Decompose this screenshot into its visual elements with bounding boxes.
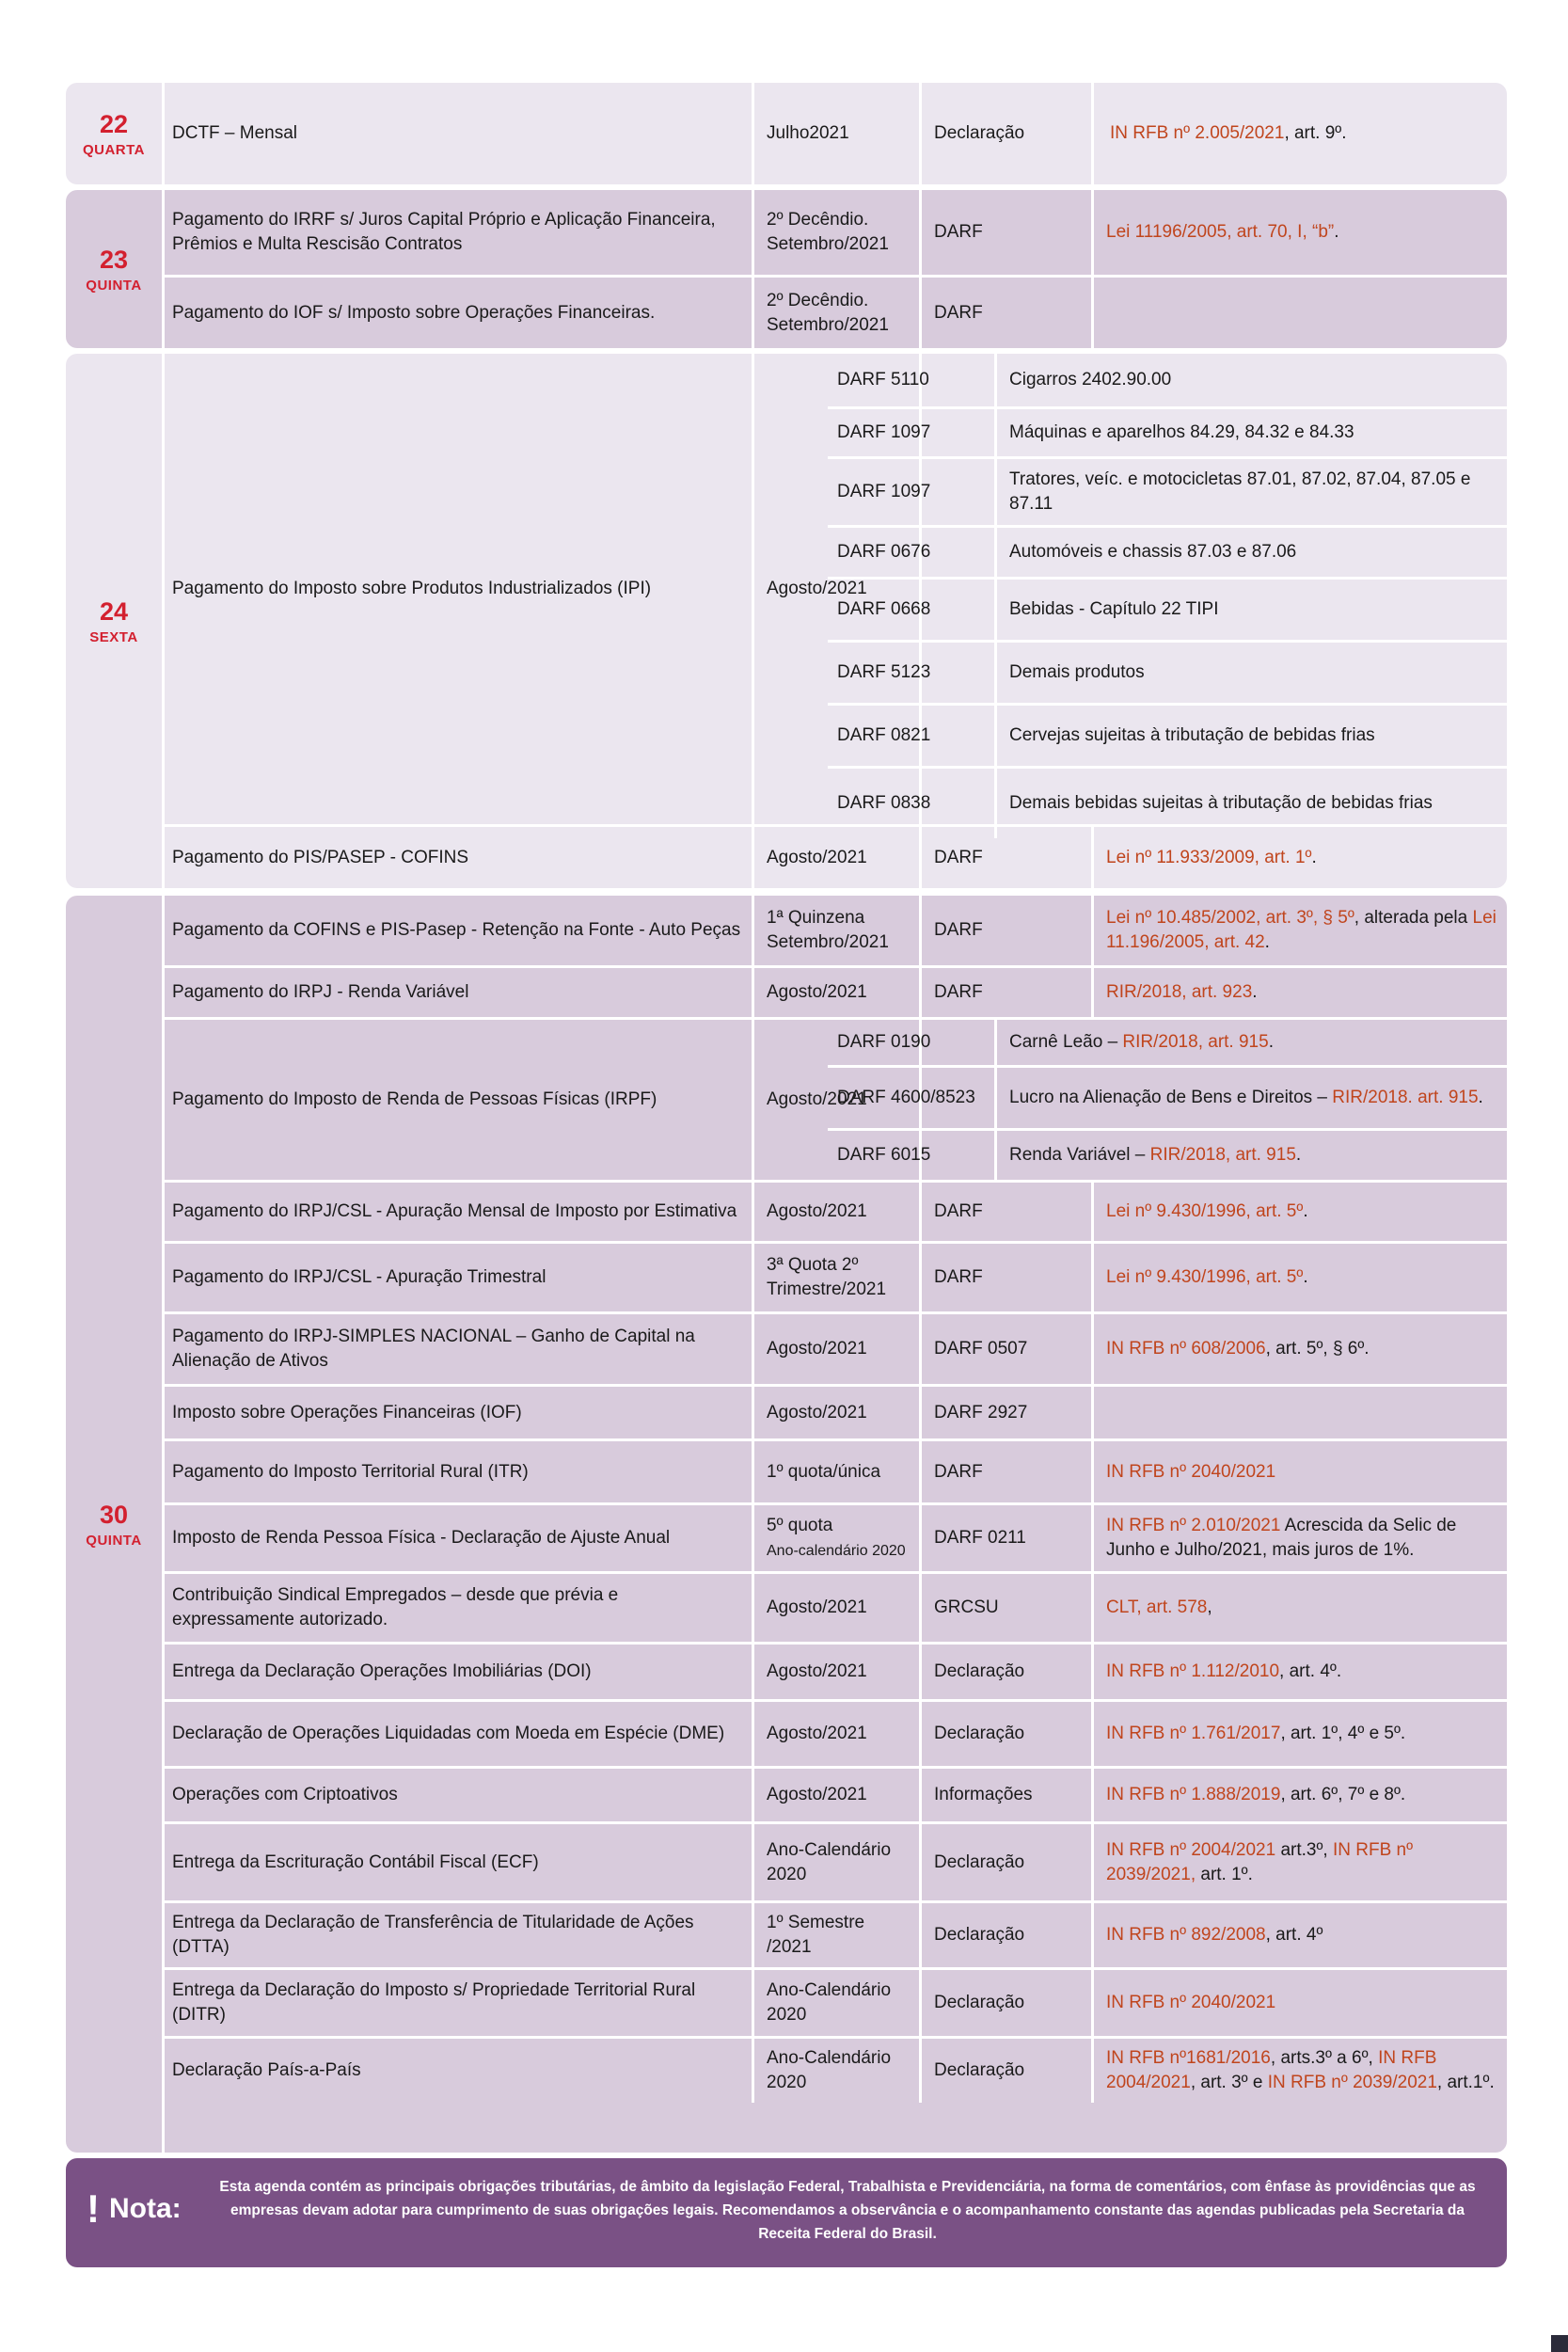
obligation-doc: DARF 0507 (925, 1314, 1094, 1384)
legal-tail: . (1334, 222, 1339, 242)
obligation-doc: DARF (925, 1183, 1094, 1241)
legal-link: RIR/2018. art. 915 (1332, 1088, 1479, 1107)
ipi-subrow (828, 580, 1507, 643)
obligation-period (757, 2039, 922, 2103)
obligation-desc: Operações com Criptoativos (163, 1769, 754, 1821)
legal-mid: , art. 3º e (1190, 2073, 1268, 2092)
table-row (163, 1505, 1507, 1574)
irpf-subrow (828, 1131, 1507, 1180)
legal-link: Lei nº 10.485/2002, art. 3º, § 5º (1106, 908, 1354, 928)
table-row (163, 278, 1507, 348)
product-desc: Bebidas - Capítulo 22 TIPI (1009, 599, 1219, 619)
obligation-desc: Pagamento do IRPJ/CSL - Apuração Trimestral (163, 1244, 754, 1311)
legal-tail: , art. 4º (1265, 1925, 1323, 1945)
legal-link: IN RFB nº 892/2008 (1106, 1925, 1266, 1945)
legal-link: IN RFB nº 2040/2021 (1106, 1461, 1276, 1482)
legal-prefix: Renda Variável – (1009, 1145, 1150, 1165)
obligation-doc: DARF 2927 (925, 1387, 1094, 1438)
obligation-period: Julho2021 (757, 83, 922, 184)
legal-tail: . (1252, 982, 1258, 1002)
day-weekday: QUARTA (82, 141, 146, 158)
obligation-period: 2º Decêndio. Setembro/2021 (757, 190, 922, 275)
obligation-doc: Declaração (925, 83, 1094, 184)
note-box (66, 2158, 1507, 2267)
table-row (163, 1441, 1507, 1505)
table-row (163, 968, 1507, 1020)
obligation-legal-ref (1097, 190, 1507, 275)
product-desc: Máquinas e aparelhos 84.29, 84.32 e 84.33 (1009, 422, 1354, 442)
obligation-doc: DARF (925, 827, 1094, 888)
legal-tail: . (1295, 1145, 1302, 1165)
obligation-period (757, 896, 922, 965)
day-number: 23 (99, 245, 129, 274)
obligation-legal-ref (1097, 1314, 1507, 1384)
day-block-22 (66, 83, 1507, 184)
darf-code: DARF 5110 (828, 354, 997, 406)
table-row (163, 1769, 1507, 1824)
day-label-24 (66, 354, 165, 888)
legal-tail: , art. 5º, § 6º. (1265, 1339, 1370, 1359)
product-desc: Tratores, veíc. e motocicletas 87.01, 87.02, 87.04, 87.05 e 87.11 (1009, 469, 1471, 514)
table-row (163, 190, 1507, 278)
obligation-period (757, 1505, 922, 1571)
obligation-desc: Entrega da Declaração do Imposto s/ Propriedade Territorial Rural (DITR) (163, 1970, 754, 2036)
obligation-period (757, 1441, 922, 1502)
legal-link: IN RFB nº 2039/2021, (1106, 1839, 1414, 1884)
day-label-30 (66, 896, 165, 2153)
obligation-legal-ref (1097, 1769, 1507, 1821)
legal-link: Lei 11196/2005, art. 70, I, “b” (1106, 222, 1335, 242)
legal-link: Lei nº 9.430/1996, art. 5º (1106, 1201, 1304, 1221)
obligation-period (757, 1702, 922, 1766)
obligation-legal-ref (1097, 1505, 1507, 1571)
darf-code: DARF 0676 (828, 528, 997, 577)
obligation-desc: Entrega da Declaração de Transferência de Titularidade de Ações (DTTA) (163, 1903, 754, 1967)
obligation-desc: Pagamento do PIS/PASEP - COFINS (163, 827, 754, 888)
legal-link: IN RFB nº 2.010/2021 (1106, 1516, 1281, 1535)
obligation-period (757, 1645, 922, 1699)
legal-prefix: Lucro na Alienação de Bens e Direitos – (1009, 1088, 1333, 1107)
obligation-desc: Imposto sobre Operações Financeiras (IOF) (163, 1387, 754, 1438)
obligation-period (757, 1824, 922, 1900)
obligation-legal-ref (1097, 1824, 1507, 1900)
obligation-legal-ref (1097, 1387, 1507, 1438)
table-row (163, 827, 1507, 888)
legal-tail: , art. 4º. (1279, 1661, 1342, 1681)
period-main: Agosto/2021 (767, 1201, 867, 1221)
product-desc: Demais produtos (1009, 662, 1145, 682)
obligation-legal-ref (1097, 2039, 1507, 2103)
darf-code: DARF 6015 (828, 1131, 997, 1180)
day-number: 30 (99, 1500, 129, 1529)
ipi-subrow (828, 354, 1507, 409)
legal-tail: . (1264, 932, 1270, 952)
obligation-legal-ref (1097, 1702, 1507, 1766)
legal-link: RIR/2018, art. 923 (1106, 982, 1253, 1002)
legal-mid: , arts.3º a 6º, (1270, 2048, 1379, 2068)
table-row (163, 1183, 1507, 1244)
legal-tail: Acrescida da Selic de Junho e Julho/2021, mais juros de 1%. (1106, 1516, 1457, 1560)
exclamation-icon: ! (87, 2186, 100, 2231)
obligation-desc: DCTF – Mensal (163, 83, 754, 184)
irpf-legal-ref (1000, 1131, 1507, 1180)
obligation-desc: Contribuição Sindical Empregados – desde que prévia e expressamente autorizado. (163, 1574, 754, 1642)
obligation-legal-ref (1097, 1970, 1507, 2036)
obligation-period (757, 968, 922, 1017)
table-row (163, 896, 1507, 968)
obligation-doc: DARF (925, 896, 1094, 965)
legal-link: IN RFB nº 1.888/2019 (1106, 1785, 1281, 1804)
legal-link: IN RFB nº 2039/2021 (1267, 2073, 1437, 2092)
legal-link: Lei nº 11.933/2009, art. 1º (1106, 847, 1312, 867)
obligation-period: 2º Decêndio. Setembro/2021 (757, 278, 922, 348)
product-desc: Automóveis e chassis 87.03 e 87.06 (1009, 542, 1297, 562)
obligation-legal-ref (1097, 1903, 1507, 1967)
legal-link: IN RFB nº 1.112/2010 (1106, 1661, 1280, 1681)
table-row (163, 1970, 1507, 2039)
darf-code: DARF 0821 (828, 706, 997, 766)
obligation-period (757, 1244, 922, 1311)
product-desc: Demais bebidas sujeitas à tributação de bebidas frias (1009, 793, 1433, 813)
obligation-doc: DARF (925, 190, 1094, 275)
legal-tail: , art.1º. (1436, 2073, 1495, 2092)
day-number: 22 (99, 109, 129, 138)
obligation-doc: DARF (925, 278, 1094, 348)
obligation-doc: DARF (925, 1244, 1094, 1311)
legal-tail: , (1207, 1597, 1212, 1617)
period-main: Agosto/2021 (767, 1339, 867, 1359)
legal-link: IN RFB nº 1.761/2017 (1106, 1724, 1281, 1743)
obligation-doc: DARF (925, 1441, 1094, 1502)
ipi-subrow (828, 528, 1507, 580)
obligation-desc: Imposto de Renda Pessoa Física - Declaração de Ajuste Anual (163, 1505, 754, 1571)
day-weekday: QUINTA (86, 1532, 142, 1549)
darf-code: DARF 0668 (828, 580, 997, 640)
note-label (87, 2186, 182, 2232)
obligation-legal-ref (1097, 968, 1507, 1017)
obligation-doc: DARF (925, 968, 1094, 1017)
obligation-doc: Declaração (925, 1970, 1094, 2036)
period-main: Agosto/2021 (767, 1724, 867, 1743)
legal-link: Lei nº 9.430/1996, art. 5º (1106, 1267, 1304, 1287)
irpf-legal-ref (1000, 1068, 1507, 1128)
table-row-irpf (163, 1020, 1507, 1183)
day-block-24 (66, 354, 1507, 888)
period-main: Agosto/2021 (767, 1661, 867, 1681)
table-row (163, 1314, 1507, 1387)
legal-mid: art.3º, (1275, 1839, 1333, 1860)
obligation-doc: Declaração (925, 1824, 1094, 1900)
irpf-subrow (828, 1068, 1507, 1131)
legal-tail: . (1311, 847, 1317, 867)
obligation-doc: Informações (925, 1769, 1094, 1821)
legal-tail: , art. 1º, 4º e 5º. (1280, 1724, 1406, 1743)
obligation-desc: Declaração de Operações Liquidadas com Moeda em Espécie (DME) (163, 1702, 754, 1766)
period-main: Ano-Calendário 2020 (767, 1980, 892, 2025)
ipi-subrow (828, 459, 1507, 528)
obligation-period: Agosto/2021 (757, 354, 922, 824)
table-row (163, 1824, 1507, 1903)
irpf-legal-ref (1000, 1020, 1507, 1065)
note-title: Nota: (109, 2193, 182, 2224)
table-row (163, 83, 1507, 184)
obligation-desc: Pagamento da COFINS e PIS-Pasep - Retenção na Fonte - Auto Peças (163, 896, 754, 965)
obligation-doc: Declaração (925, 2039, 1094, 2103)
note-text: Esta agenda contém as principais obrigações tributárias, de âmbito da legislação Federal, Trabalhista e Previdenciária, na forma de comentários, com ênfase às providências que as empresas devam adotar para cumprimento de suas obrigações legais. Recomendamos a observância e o acompanhamento constante das agendas publicadas pela Secretaria da Receita Federal do Brasil. (219, 2179, 1476, 2242)
darf-code: DARF 5123 (828, 643, 997, 703)
period-main: 3ª Quota 2º Trimestre/2021 (767, 1255, 887, 1299)
legal-tail: . (1303, 1201, 1308, 1221)
obligation-desc: Declaração País-a-País (163, 2039, 754, 2103)
legal-link: IN RFB 2004/2021 (1106, 2048, 1437, 2092)
darf-code: DARF 1097 (828, 409, 997, 456)
day-label-23 (66, 190, 165, 348)
legal-tail: , art. 9º. (1284, 123, 1347, 143)
obligation-period (757, 1387, 922, 1438)
legal-tail: . (1478, 1088, 1483, 1107)
legal-tail: , art. 6º, 7º e 8º. (1280, 1785, 1406, 1804)
legal-prefix: Carnê Leão – (1009, 1032, 1123, 1052)
obligation-legal-ref (1097, 278, 1507, 348)
obligation-desc: Entrega da Declaração Operações Imobiliárias (DOI) (163, 1645, 754, 1699)
obligation-legal-ref (1097, 1441, 1507, 1502)
period-main: Agosto/2021 (767, 982, 867, 1002)
period-main: Ano-Calendário 2020 (767, 1839, 892, 1884)
legal-tail: . (1303, 1267, 1308, 1287)
legal-mid: , alterada pela (1354, 908, 1473, 928)
legal-link: IN RFB nº 2040/2021 (1106, 1993, 1276, 2012)
legal-link: IN RFB nº 608/2006 (1106, 1339, 1266, 1359)
obligation-period (757, 1769, 922, 1821)
obligation-desc: Pagamento do Imposto Territorial Rural (ITR) (163, 1441, 754, 1502)
obligation-legal-ref (1097, 896, 1507, 965)
legal-link: RIR/2018, art. 915 (1149, 1145, 1296, 1165)
obligation-period: Agosto/2021 (757, 1020, 922, 1180)
period-main: 1º quota/única (767, 1461, 881, 1482)
obligation-desc: Pagamento do IOF s/ Imposto sobre Operações Financeiras. (163, 278, 754, 348)
obligation-doc: GRCSU (925, 1574, 1094, 1642)
table-row (163, 2039, 1507, 2103)
obligation-legal-ref (1097, 1244, 1507, 1311)
obligation-period (757, 1183, 922, 1241)
obligation-period (757, 1903, 922, 1967)
day-weekday: QUINTA (86, 277, 142, 294)
obligation-doc: Declaração (925, 1645, 1094, 1699)
period-main: Agosto/2021 (767, 1402, 867, 1422)
ipi-subtable (163, 354, 1507, 824)
obligation-desc: Pagamento do IRPJ-SIMPLES NACIONAL – Ganho de Capital na Alienação de Ativos (163, 1314, 754, 1384)
darf-code: DARF 1097 (828, 459, 997, 525)
obligation-legal-ref (1097, 1645, 1507, 1699)
legal-tail: . (1268, 1032, 1274, 1052)
obligation-doc: Declaração (925, 1903, 1094, 1967)
day-weekday: SEXTA (89, 628, 138, 645)
ipi-subrow (828, 409, 1507, 459)
obligation-legal-ref (1097, 83, 1507, 184)
obligation-legal-ref (1097, 1574, 1507, 1642)
period-main: Ano-Calendário 2020 (767, 2048, 892, 2092)
table-row (163, 1903, 1507, 1970)
period-main: Agosto/2021 (767, 1597, 867, 1617)
obligation-period: Agosto/2021 (757, 827, 922, 888)
day-block-30 (66, 896, 1507, 2153)
obligation-desc: Pagamento do Imposto sobre Produtos Industrializados (IPI) (163, 354, 754, 824)
irpf-subrow (828, 1020, 1507, 1068)
obligation-doc: DARF 0211 (925, 1505, 1094, 1571)
table-row (163, 1387, 1507, 1441)
obligation-legal-ref (1097, 1183, 1507, 1241)
obligation-desc: Pagamento do IRRF s/ Juros Capital Próprio e Aplicação Financeira, Prêmios e Multa Rescisão Contratos (163, 190, 754, 275)
table-row (163, 1574, 1507, 1645)
ipi-subrow (828, 706, 1507, 769)
page-corner-mark (1551, 2335, 1568, 2352)
product-desc: Cervejas sujeitas à tributação de bebidas frias (1009, 725, 1375, 745)
obligation-doc: Declaração (925, 1702, 1094, 1766)
legal-link: IN RFB nº 2.005/2021 (1110, 123, 1285, 143)
obligation-period (757, 1970, 922, 2036)
day-block-23 (66, 190, 1507, 348)
obligation-legal-ref (1097, 827, 1507, 888)
ipi-subrow (828, 643, 1507, 706)
legal-tail: art. 1º. (1196, 1864, 1253, 1884)
darf-code: DARF 4600/8523 (828, 1068, 997, 1128)
darf-code: DARF 0838 (828, 769, 997, 838)
product-desc: Cigarros 2402.90.00 (1009, 370, 1172, 389)
table-row (163, 1244, 1507, 1314)
legal-link: Lei 11.196/2005, art. 42 (1106, 908, 1497, 952)
period-main: Agosto/2021 (767, 1785, 867, 1804)
obligation-desc: Pagamento do IRPJ/CSL - Apuração Mensal de Imposto por Estimativa (163, 1183, 754, 1241)
table-row (163, 1645, 1507, 1702)
legal-link: CLT, art. 578 (1106, 1597, 1208, 1617)
period-main: 1ª Quinzena Setembro/2021 (767, 908, 889, 952)
period-sub: Ano-calendário 2020 (767, 1542, 906, 1559)
table-row (163, 1702, 1507, 1769)
obligation-period (757, 1574, 922, 1642)
period-main: 5º quota (767, 1515, 833, 1535)
period-main: 1º Semestre /2021 (767, 1913, 865, 1957)
day-label-22 (66, 83, 165, 184)
darf-code: DARF 0190 (828, 1020, 997, 1065)
legal-link: RIR/2018, art. 915 (1122, 1032, 1269, 1052)
obligation-desc: Entrega da Escrituração Contábil Fiscal (ECF) (163, 1824, 754, 1900)
legal-link: IN RFB nº1681/2016 (1106, 2048, 1271, 2068)
obligation-desc: Pagamento do IRPJ - Renda Variável (163, 968, 754, 1017)
obligation-period (757, 1314, 922, 1384)
obligation-desc: Pagamento do Imposto de Renda de Pessoas Físicas (IRPF) (163, 1020, 754, 1180)
legal-link: IN RFB nº 2004/2021 (1106, 1839, 1276, 1860)
day-number: 24 (99, 596, 129, 626)
